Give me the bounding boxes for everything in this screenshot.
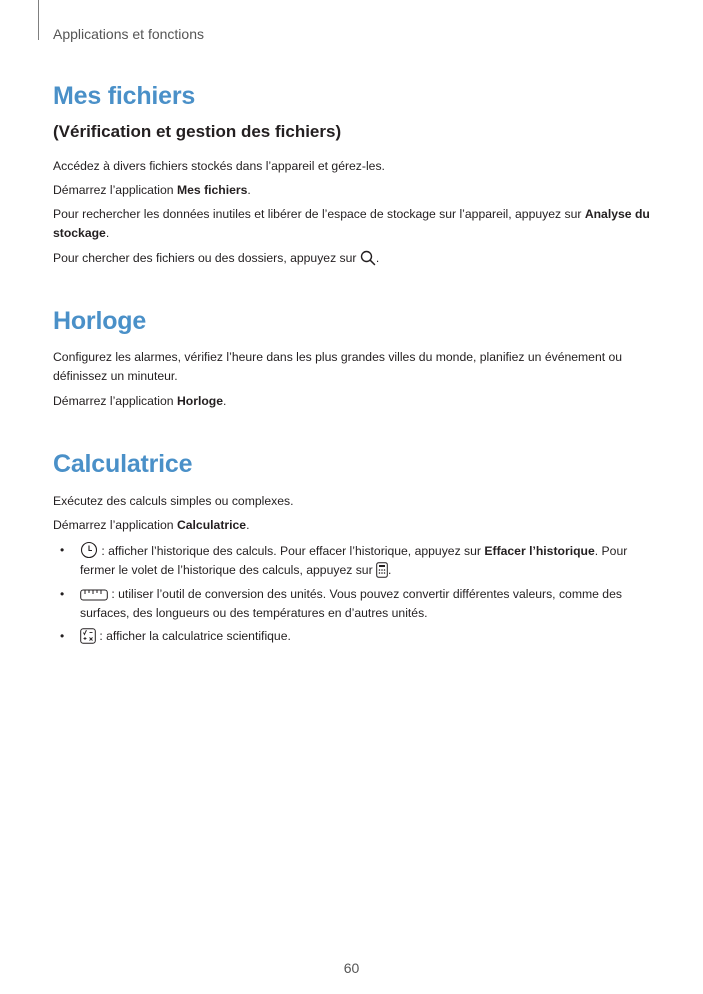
page-number: 60 bbox=[343, 960, 360, 976]
bullet-marker: • bbox=[60, 587, 65, 601]
bullet-marker: • bbox=[60, 543, 65, 557]
section-title-calculator: Calculatrice bbox=[53, 450, 193, 478]
clear-history-label: Effacer l’historique bbox=[484, 544, 595, 558]
files-storage-analysis: Pour rechercher les données inutiles et libérer de l’espace de stockage sur l’appareil, appuyez sur Analyse du stockage. bbox=[53, 207, 650, 240]
calc-launch: Démarrez l’application Calculatrice. bbox=[53, 518, 250, 532]
clock-launch: Démarrez l’application Horloge. bbox=[53, 394, 227, 408]
app-name-files: Mes fichiers bbox=[176, 183, 248, 197]
files-launch: Démarrez l’application Mes fichiers. bbox=[53, 183, 251, 197]
calc-intro: Exécutez des calculs simples ou complexes. bbox=[53, 494, 294, 508]
files-search: Pour chercher des fichiers ou des dossiers, appuyez sur . bbox=[53, 251, 380, 265]
calc-converter-item: : utiliser l’outil de conversion des unités. Vous pouvez convertir différentes valeurs, comme des surfaces, des longueurs ou des températures en d’autres unités. bbox=[80, 587, 622, 620]
clock-intro: Configurez les alarmes, vérifiez l’heure dans les plus grandes villes du monde, planifiez un événement ou définissez un minuteur. bbox=[53, 350, 623, 383]
ruler-icon bbox=[80, 588, 108, 602]
bullet-marker: • bbox=[60, 629, 65, 643]
running-header: Applications et fonctions bbox=[53, 26, 204, 42]
files-intro: Accédez à divers fichiers stockés dans l’appareil et gérez-les. bbox=[53, 159, 385, 173]
app-name-calculator: Calculatrice bbox=[176, 518, 247, 532]
app-name-clock: Horloge bbox=[176, 394, 224, 408]
calculator-keypad-icon bbox=[376, 562, 388, 578]
storage-analysis-label: Analyse du stockage bbox=[53, 207, 650, 240]
margin-rule bbox=[38, 0, 39, 40]
section-subtitle-files: (Vérification et gestion des fichiers) bbox=[53, 122, 342, 141]
search-icon bbox=[360, 250, 376, 266]
calc-scientific-item: : afficher la calculatrice scientifique. bbox=[80, 627, 640, 646]
section-title-files: Mes fichiers bbox=[53, 82, 196, 110]
calc-history-item: : afficher l’historique des calculs. Pour effacer l’historique, appuyez sur Effacer l’historique. Pour fermer le volet de l’historique des calculs, appuyez sur . bbox=[80, 541, 640, 580]
clock-history-icon bbox=[80, 541, 98, 559]
scientific-calculator-icon bbox=[80, 628, 96, 644]
section-title-clock: Horloge bbox=[53, 307, 147, 335]
